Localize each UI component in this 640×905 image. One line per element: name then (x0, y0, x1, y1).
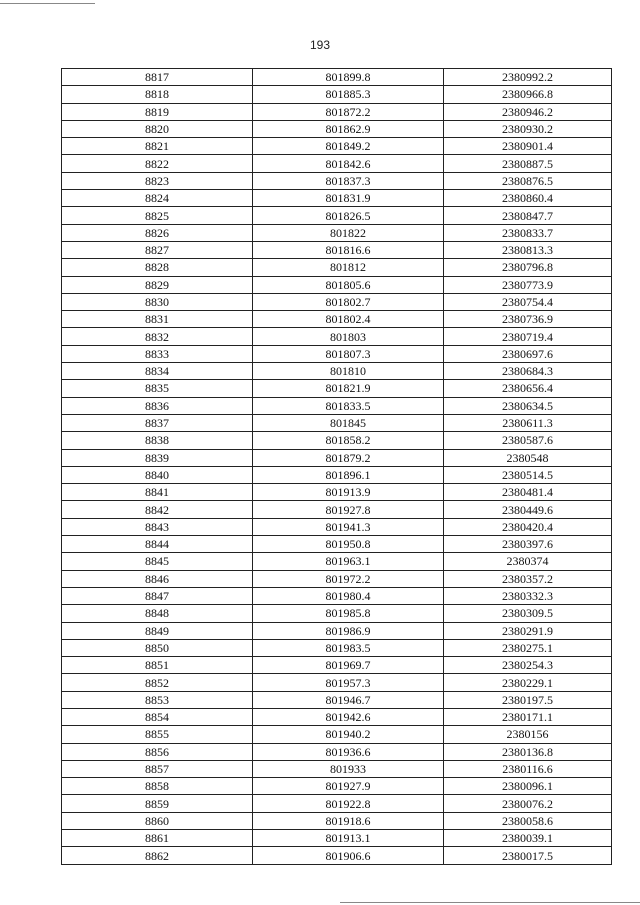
table-row (62, 484, 612, 501)
y-coordinate-cell: 2380887.5 (444, 155, 612, 172)
table-row (62, 172, 612, 189)
x-coordinate-cell: 801803 (253, 328, 444, 345)
x-coordinate-cell: 801933 (253, 760, 444, 777)
x-coordinate-cell: 801942.6 (253, 708, 444, 725)
x-coordinate-cell: 801941.3 (253, 518, 444, 535)
y-coordinate-cell: 2380039.1 (444, 830, 612, 847)
point-number-cell: 8829 (62, 276, 253, 293)
y-coordinate-cell: 2380397.6 (444, 536, 612, 553)
y-coordinate-cell: 2380096.1 (444, 778, 612, 795)
x-coordinate-cell: 801879.2 (253, 449, 444, 466)
table-row (62, 345, 612, 362)
x-coordinate-cell: 801805.6 (253, 276, 444, 293)
x-coordinate-cell: 801985.8 (253, 605, 444, 622)
y-coordinate-cell: 2380847.7 (444, 207, 612, 224)
table-row (62, 536, 612, 553)
table-row (62, 138, 612, 155)
y-coordinate-cell: 2380332.3 (444, 587, 612, 604)
x-coordinate-cell: 801831.9 (253, 190, 444, 207)
x-coordinate-cell: 801821.9 (253, 380, 444, 397)
table-row (62, 553, 612, 570)
point-number-cell: 8857 (62, 760, 253, 777)
table-row (62, 363, 612, 380)
point-number-cell: 8834 (62, 363, 253, 380)
point-number-cell: 8849 (62, 622, 253, 639)
y-coordinate-cell: 2380587.6 (444, 432, 612, 449)
x-coordinate-cell: 801810 (253, 363, 444, 380)
point-number-cell: 8837 (62, 414, 253, 431)
table-row (62, 708, 612, 725)
y-coordinate-cell: 2380229.1 (444, 674, 612, 691)
y-coordinate-cell: 2380966.8 (444, 86, 612, 103)
x-coordinate-cell: 801969.7 (253, 657, 444, 674)
point-number-cell: 8856 (62, 743, 253, 760)
x-coordinate-cell: 801802.7 (253, 293, 444, 310)
table-row (62, 518, 612, 535)
table-row (62, 466, 612, 483)
coordinates-table (61, 68, 612, 865)
table-row (62, 397, 612, 414)
point-number-cell: 8825 (62, 207, 253, 224)
point-number-cell: 8858 (62, 778, 253, 795)
y-coordinate-cell: 2380420.4 (444, 518, 612, 535)
point-number-cell: 8846 (62, 570, 253, 587)
scan-edge-mark-top (0, 3, 95, 4)
point-number-cell: 8832 (62, 328, 253, 345)
y-coordinate-cell: 2380611.3 (444, 414, 612, 431)
y-coordinate-cell: 2380449.6 (444, 501, 612, 518)
x-coordinate-cell: 801957.3 (253, 674, 444, 691)
x-coordinate-cell: 801816.6 (253, 241, 444, 258)
x-coordinate-cell: 801936.6 (253, 743, 444, 760)
x-coordinate-cell: 801822 (253, 224, 444, 241)
point-number-cell: 8833 (62, 345, 253, 362)
table-row (62, 830, 612, 847)
point-number-cell: 8819 (62, 103, 253, 120)
table-row (62, 432, 612, 449)
point-number-cell: 8824 (62, 190, 253, 207)
y-coordinate-cell: 2380275.1 (444, 639, 612, 656)
x-coordinate-cell: 801963.1 (253, 553, 444, 570)
point-number-cell: 8855 (62, 726, 253, 743)
point-number-cell: 8827 (62, 241, 253, 258)
x-coordinate-cell: 801946.7 (253, 691, 444, 708)
table-row (62, 726, 612, 743)
point-number-cell: 8847 (62, 587, 253, 604)
point-number-cell: 8845 (62, 553, 253, 570)
point-number-cell: 8854 (62, 708, 253, 725)
point-number-cell: 8836 (62, 397, 253, 414)
y-coordinate-cell: 2380514.5 (444, 466, 612, 483)
x-coordinate-cell: 801885.3 (253, 86, 444, 103)
y-coordinate-cell: 2380017.5 (444, 847, 612, 864)
y-coordinate-cell: 2380548 (444, 449, 612, 466)
table-row (62, 103, 612, 120)
table-row (62, 120, 612, 137)
coordinates-table-body (62, 69, 612, 865)
point-number-cell: 8822 (62, 155, 253, 172)
point-number-cell: 8818 (62, 86, 253, 103)
x-coordinate-cell: 801899.8 (253, 69, 444, 86)
x-coordinate-cell: 801812 (253, 259, 444, 276)
point-number-cell: 8841 (62, 484, 253, 501)
table-row (62, 812, 612, 829)
y-coordinate-cell: 2380930.2 (444, 120, 612, 137)
y-coordinate-cell: 2380634.5 (444, 397, 612, 414)
table-row (62, 380, 612, 397)
table-row (62, 570, 612, 587)
x-coordinate-cell: 801862.9 (253, 120, 444, 137)
point-number-cell: 8852 (62, 674, 253, 691)
point-number-cell: 8859 (62, 795, 253, 812)
point-number-cell: 8848 (62, 605, 253, 622)
table-row (62, 501, 612, 518)
x-coordinate-cell: 801922.8 (253, 795, 444, 812)
point-number-cell: 8851 (62, 657, 253, 674)
x-coordinate-cell: 801972.2 (253, 570, 444, 587)
table-row (62, 639, 612, 656)
y-coordinate-cell: 2380156 (444, 726, 612, 743)
y-coordinate-cell: 2380719.4 (444, 328, 612, 345)
table-row (62, 795, 612, 812)
table-row (62, 847, 612, 864)
y-coordinate-cell: 2380736.9 (444, 311, 612, 328)
point-number-cell: 8861 (62, 830, 253, 847)
y-coordinate-cell: 2380813.3 (444, 241, 612, 258)
x-coordinate-cell: 801986.9 (253, 622, 444, 639)
point-number-cell: 8839 (62, 449, 253, 466)
point-number-cell: 8860 (62, 812, 253, 829)
x-coordinate-cell: 801983.5 (253, 639, 444, 656)
point-number-cell: 8835 (62, 380, 253, 397)
y-coordinate-cell: 2380254.3 (444, 657, 612, 674)
x-coordinate-cell: 801807.3 (253, 345, 444, 362)
y-coordinate-cell: 2380309.5 (444, 605, 612, 622)
table-row (62, 657, 612, 674)
x-coordinate-cell: 801913.1 (253, 830, 444, 847)
point-number-cell: 8830 (62, 293, 253, 310)
point-number-cell: 8862 (62, 847, 253, 864)
x-coordinate-cell: 801842.6 (253, 155, 444, 172)
point-number-cell: 8821 (62, 138, 253, 155)
x-coordinate-cell: 801927.9 (253, 778, 444, 795)
y-coordinate-cell: 2380171.1 (444, 708, 612, 725)
y-coordinate-cell: 2380876.5 (444, 172, 612, 189)
y-coordinate-cell: 2380992.2 (444, 69, 612, 86)
y-coordinate-cell: 2380773.9 (444, 276, 612, 293)
x-coordinate-cell: 801950.8 (253, 536, 444, 553)
page-number: 193 (309, 38, 331, 52)
table-row (62, 622, 612, 639)
x-coordinate-cell: 801980.4 (253, 587, 444, 604)
table-row (62, 328, 612, 345)
table-row (62, 587, 612, 604)
x-coordinate-cell: 801918.6 (253, 812, 444, 829)
table-row (62, 778, 612, 795)
x-coordinate-cell: 801913.9 (253, 484, 444, 501)
point-number-cell: 8840 (62, 466, 253, 483)
table-row (62, 674, 612, 691)
y-coordinate-cell: 2380076.2 (444, 795, 612, 812)
y-coordinate-cell: 2380946.2 (444, 103, 612, 120)
table-row (62, 86, 612, 103)
point-number-cell: 8853 (62, 691, 253, 708)
table-row (62, 155, 612, 172)
y-coordinate-cell: 2380116.6 (444, 760, 612, 777)
scan-edge-mark-bottom (340, 902, 640, 903)
y-coordinate-cell: 2380481.4 (444, 484, 612, 501)
point-number-cell: 8850 (62, 639, 253, 656)
y-coordinate-cell: 2380374 (444, 553, 612, 570)
table-row (62, 449, 612, 466)
point-number-cell: 8826 (62, 224, 253, 241)
table-row (62, 743, 612, 760)
table-row (62, 691, 612, 708)
y-coordinate-cell: 2380796.8 (444, 259, 612, 276)
point-number-cell: 8843 (62, 518, 253, 535)
y-coordinate-cell: 2380291.9 (444, 622, 612, 639)
x-coordinate-cell: 801940.2 (253, 726, 444, 743)
table-row (62, 190, 612, 207)
table-row (62, 69, 612, 86)
table-row (62, 293, 612, 310)
table-row (62, 207, 612, 224)
x-coordinate-cell: 801837.3 (253, 172, 444, 189)
x-coordinate-cell: 801826.5 (253, 207, 444, 224)
point-number-cell: 8838 (62, 432, 253, 449)
y-coordinate-cell: 2380833.7 (444, 224, 612, 241)
y-coordinate-cell: 2380684.3 (444, 363, 612, 380)
y-coordinate-cell: 2380197.5 (444, 691, 612, 708)
x-coordinate-cell: 801849.2 (253, 138, 444, 155)
y-coordinate-cell: 2380754.4 (444, 293, 612, 310)
y-coordinate-cell: 2380860.4 (444, 190, 612, 207)
x-coordinate-cell: 801845 (253, 414, 444, 431)
point-number-cell: 8817 (62, 69, 253, 86)
point-number-cell: 8831 (62, 311, 253, 328)
x-coordinate-cell: 801802.4 (253, 311, 444, 328)
point-number-cell: 8844 (62, 536, 253, 553)
y-coordinate-cell: 2380656.4 (444, 380, 612, 397)
y-coordinate-cell: 2380357.2 (444, 570, 612, 587)
x-coordinate-cell: 801858.2 (253, 432, 444, 449)
table-row (62, 224, 612, 241)
table-row (62, 276, 612, 293)
y-coordinate-cell: 2380058.6 (444, 812, 612, 829)
table-row (62, 760, 612, 777)
x-coordinate-cell: 801833.5 (253, 397, 444, 414)
y-coordinate-cell: 2380901.4 (444, 138, 612, 155)
table-row (62, 605, 612, 622)
table-row (62, 311, 612, 328)
point-number-cell: 8823 (62, 172, 253, 189)
x-coordinate-cell: 801906.6 (253, 847, 444, 864)
x-coordinate-cell: 801872.2 (253, 103, 444, 120)
y-coordinate-cell: 2380697.6 (444, 345, 612, 362)
point-number-cell: 8820 (62, 120, 253, 137)
point-number-cell: 8842 (62, 501, 253, 518)
y-coordinate-cell: 2380136.8 (444, 743, 612, 760)
table-row (62, 259, 612, 276)
x-coordinate-cell: 801896.1 (253, 466, 444, 483)
table-row (62, 414, 612, 431)
table-row (62, 241, 612, 258)
x-coordinate-cell: 801927.8 (253, 501, 444, 518)
point-number-cell: 8828 (62, 259, 253, 276)
